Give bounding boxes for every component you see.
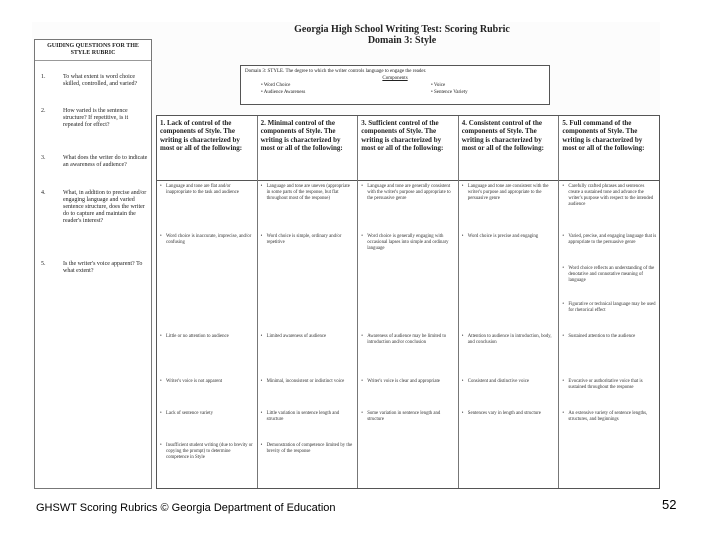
guiding-questions-panel [34, 39, 152, 489]
rubric-column-5: 5. Full command of the components of Style. The writing is characterized by most or all of the following: • Carefully crafted phrases and sentences create a sustained tone and advance the writer's purpose with respect to the intended audience • Varied, precise, and engaging language that is appropriate to the persuasive genre • Word choice reflects an understanding of the denotative and connotative meaning of language • Figurative or technical language may be used for rhetorical effect • Sustained attention to the audience • Evocative or authoritative voice that is sustained throughout the response • An extensive variety of sentence lengths, structures, and beginnings [559, 116, 660, 488]
question-number: 1. [41, 74, 46, 80]
rubric-column-1: 1. Lack of control of the components of Style. The writing is characterized by most or all of the following: • Language and tone are flat and/or inappropriate to the task and audience • Word choice is inaccurate, imprecise, and/or confusing • Little or no attention to audience • Writer's voice is not apparent • Lack of sentence variety • Insufficient student writing (due to brevity or copying the prompt) to determine competence in Style [157, 116, 258, 488]
component-item: • Sentence Variety [431, 90, 468, 95]
column-header: 3. Sufficient control of the components of Style. The writing is characterized by most or all of the following: [358, 116, 458, 181]
question-text: What, in addition to precise and/or engaging language and varied sentence structure, does the writer do to capture and maintain the reader's interest? [63, 190, 147, 224]
copyright-footer: GHSWT Scoring Rubrics © Georgia Department of Education [36, 502, 336, 514]
question-number: 5. [41, 261, 46, 267]
rubric-column-3: 3. Sufficient control of the components of Style. The writing is characterized by most or all of the following: • Language and tone are generally consistent with the writer's purpose and appropriate to the persuasive genre • Word choice is generally engaging with occasional lapses into simple and ordinary language • Awareness of audience may be limited to introduction and/or conclusion • Writer's voice is clear and appropriate • Some variation in sentence length and structure [358, 116, 459, 488]
question-text: To what extent is word choice skilled, controlled, and varied? [63, 74, 138, 87]
question-number: 4. [41, 190, 46, 196]
title-line-1: Georgia High School Writing Test: Scoring Rubric [294, 24, 510, 35]
column-header: 4. Consistent control of the components of Style. The writing is characterized by most or all of the following: [459, 116, 559, 181]
component-item: • Audience Awareness [261, 90, 306, 95]
rubric-table [156, 115, 660, 489]
document-title [232, 24, 572, 46]
question-text: What does the writer do to indicate an awareness of audience? [63, 155, 148, 168]
components-label: Components [382, 76, 408, 81]
column-header: 5. Full command of the components of Style. The writing is characterized by most or all of the following: [559, 116, 660, 181]
component-label: Sentence Variety [434, 90, 468, 95]
component-label: Audience Awareness [263, 90, 306, 95]
component-label: Voice [433, 83, 446, 88]
rubric-scan [32, 22, 660, 489]
question-number: 2. [41, 108, 46, 114]
page-number: 52 [662, 497, 677, 512]
guiding-questions-title: GUIDING QUESTIONS FOR THE STYLE RUBRIC [35, 40, 151, 61]
component-item: • Voice [431, 83, 446, 88]
column-header: 1. Lack of control of the components of Style. The writing is characterized by most or all of the following: [157, 116, 257, 181]
domain-definition-text: Domain 3: STYLE. The degree to which the writer controls language to engage the reader. [245, 69, 427, 74]
column-header: 2. Minimal control of the components of Style. The writing is characterized by most or all of the following: [258, 116, 358, 181]
title-line-2: Domain 3: Style [367, 35, 437, 46]
rubric-column-4: 4. Consistent control of the components of Style. The writing is characterized by most or all of the following: • Language and tone are consistent with the writer's purpose and appropriate to the persuasive genre • Word choice is precise and engaging • Attention to audience in introduction, body, and conclusion • Consistent and distinctive voice • Sentences vary in length and structure [459, 116, 560, 488]
question-text: How varied is the sentence structure? If repetitive, is it repeated for effect? [63, 108, 129, 128]
rubric-column-2: 2. Minimal control of the components of Style. The writing is characterized by most or all of the following: • Language and tone are uneven (appropriate in some parts of the response, but flat throughout most of the response) • Word choice is simple, ordinary and/or repetitive • Limited awareness of audience • Minimal, inconsistent or indistinct voice • Little variation in sentence length and structure • Demonstration of competence limited by the brevity of the response [258, 116, 359, 488]
component-item: • Word Choice [261, 83, 291, 88]
question-text: Is the writer's voice apparent? To what extent? [63, 261, 143, 274]
component-label: Word Choice [263, 83, 291, 88]
question-number: 3. [41, 155, 46, 161]
domain-definition-box [240, 65, 550, 105]
